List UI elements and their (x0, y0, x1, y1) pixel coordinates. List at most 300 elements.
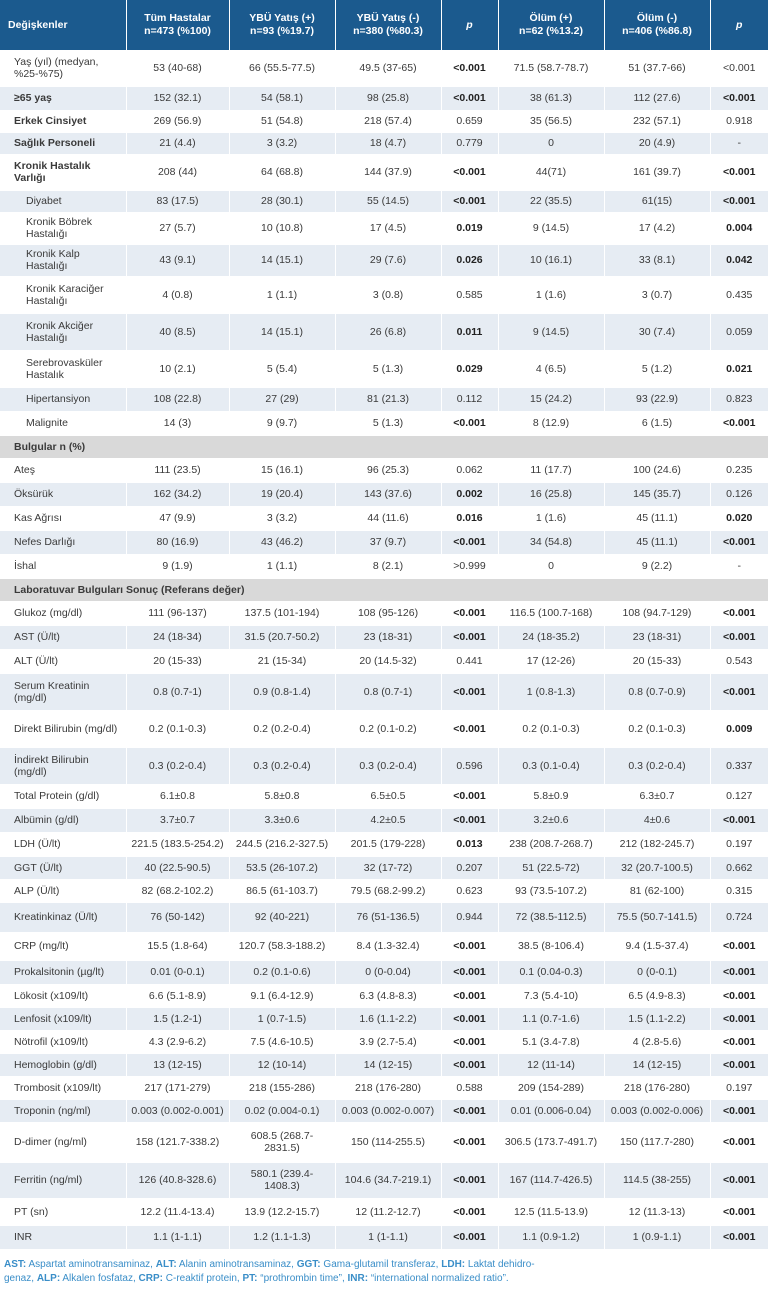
value-cell: 15 (24.2) (498, 387, 604, 411)
value-cell: 40 (8.5) (126, 313, 229, 350)
table-row (0, 554, 768, 578)
abbreviation-definition: genaz, (4, 1272, 37, 1284)
p-value-cell: 0.659 (441, 110, 498, 132)
value-cell: 32 (17-72) (335, 856, 441, 879)
value-cell: 14 (15.1) (229, 244, 335, 276)
value-cell: 23 (18-31) (604, 625, 710, 649)
table-row (0, 1198, 768, 1225)
value-cell: 53 (40-68) (126, 50, 229, 86)
value-cell: 10 (2.1) (126, 350, 229, 387)
value-cell: 9 (2.2) (604, 554, 710, 578)
value-cell: 10 (16.1) (498, 244, 604, 276)
value-cell: 120.7 (58.3-188.2) (229, 932, 335, 960)
row-label: GGT (Ü/lt) (0, 856, 126, 879)
value-cell: 12 (11.3-13) (604, 1198, 710, 1225)
table-row (0, 1030, 768, 1053)
value-cell: 17 (12-26) (498, 649, 604, 673)
row-label: Malignite (0, 411, 126, 435)
value-cell: 1.5 (1.1-2.2) (604, 1007, 710, 1030)
p-value-cell: <0.001 (710, 932, 768, 960)
value-cell: 49.5 (37-65) (335, 50, 441, 86)
table-row (0, 1053, 768, 1076)
value-cell: 238 (208.7-268.7) (498, 832, 604, 856)
value-cell: 3 (0.8) (335, 276, 441, 313)
value-cell: 9 (9.7) (229, 411, 335, 435)
row-label: Nefes Darlığı (0, 530, 126, 554)
p-value-cell: <0.001 (710, 530, 768, 554)
row-label: Serebrovasküler Hastalık (0, 350, 126, 387)
p-value-cell: 0.197 (710, 1076, 768, 1099)
abbreviation: GGT: (296, 1258, 321, 1270)
p-value-cell: <0.001 (710, 1162, 768, 1198)
p-value-cell: 0.441 (441, 649, 498, 673)
p-value-cell: <0.001 (710, 1053, 768, 1076)
p-value-cell: <0.001 (441, 1162, 498, 1198)
value-cell: 0.01 (0.006-0.04) (498, 1099, 604, 1122)
value-cell: 0.8 (0.7-1) (126, 673, 229, 710)
column-header: Tüm Hastalar n=473 (%100) (126, 0, 229, 50)
table-row (0, 190, 768, 212)
value-cell: 108 (94.7-129) (604, 601, 710, 625)
value-cell: 580.1 (239.4-1408.3) (229, 1162, 335, 1198)
row-label: Kronik Akciğer Hastalığı (0, 313, 126, 350)
table-row (0, 458, 768, 482)
value-cell: 6.1±0.8 (126, 784, 229, 808)
p-value-cell: <0.001 (441, 411, 498, 435)
value-cell: 10 (10.8) (229, 212, 335, 244)
value-cell: 20 (15-33) (126, 649, 229, 673)
value-cell: 209 (154-289) (498, 1076, 604, 1099)
value-cell: 208 (44) (126, 154, 229, 190)
value-cell: 66 (55.5-77.5) (229, 50, 335, 86)
p-value-cell: 0.235 (710, 458, 768, 482)
value-cell: 4±0.6 (604, 808, 710, 832)
row-label: Albümin (g/dl) (0, 808, 126, 832)
abbreviation: INR: (347, 1272, 369, 1284)
value-cell: 1 (1-1.1) (335, 1225, 441, 1249)
row-label: Nötrofil (x109/lt) (0, 1030, 126, 1053)
value-cell: 71.5 (58.7-78.7) (498, 50, 604, 86)
value-cell: 3 (3.2) (229, 132, 335, 154)
p-value-cell: <0.001 (441, 1007, 498, 1030)
value-cell: 7.3 (5.4-10) (498, 984, 604, 1007)
value-cell: 32 (20.7-100.5) (604, 856, 710, 879)
table-row (0, 1007, 768, 1030)
value-cell: 152 (32.1) (126, 86, 229, 110)
p-value-cell: <0.001 (710, 1030, 768, 1053)
table-row (0, 244, 768, 276)
value-cell: 45 (11.1) (604, 530, 710, 554)
value-cell: 0.9 (0.8-1.4) (229, 673, 335, 710)
p-value-cell: 0.823 (710, 387, 768, 411)
value-cell: 145 (35.7) (604, 482, 710, 506)
row-label: İshal (0, 554, 126, 578)
value-cell: 218 (57.4) (335, 110, 441, 132)
table-row (0, 276, 768, 313)
row-label: AST (Ü/lt) (0, 625, 126, 649)
table-row (0, 808, 768, 832)
p-value-cell: <0.001 (710, 601, 768, 625)
value-cell: 9 (1.9) (126, 554, 229, 578)
row-label: ALP (Ü/lt) (0, 879, 126, 902)
value-cell: 80 (16.9) (126, 530, 229, 554)
value-cell: 232 (57.1) (604, 110, 710, 132)
row-label: LDH (Ü/lt) (0, 832, 126, 856)
value-cell: 0 (498, 132, 604, 154)
value-cell: 72 (38.5-112.5) (498, 902, 604, 932)
table-row (0, 601, 768, 625)
value-cell: 51 (22.5-72) (498, 856, 604, 879)
value-cell: 116.5 (100.7-168) (498, 601, 604, 625)
value-cell: 0.3 (0.2-0.4) (229, 747, 335, 784)
value-cell: 221.5 (183.5-254.2) (126, 832, 229, 856)
value-cell: 1.1 (1-1.1) (126, 1225, 229, 1249)
row-label: Diyabet (0, 190, 126, 212)
column-header: Ölüm (+) n=62 (%13.2) (498, 0, 604, 50)
p-value-cell: <0.001 (441, 1053, 498, 1076)
value-cell: 0.3 (0.1-0.4) (498, 747, 604, 784)
row-label: Hipertansiyon (0, 387, 126, 411)
footnote (0, 1250, 768, 1286)
value-cell: 161 (39.7) (604, 154, 710, 190)
abbreviation-definition: Laktat dehidro- (465, 1258, 535, 1270)
value-cell: 51 (37.7-66) (604, 50, 710, 86)
row-label: İndirekt Bilirubin (mg/dl) (0, 747, 126, 784)
value-cell: 76 (51-136.5) (335, 902, 441, 932)
row-label: Serum Kreatinin (mg/dl) (0, 673, 126, 710)
p-value-cell: 0.779 (441, 132, 498, 154)
value-cell: 16 (25.8) (498, 482, 604, 506)
table-row (0, 1099, 768, 1122)
p-value-cell: >0.999 (441, 554, 498, 578)
value-cell: 13.9 (12.2-15.7) (229, 1198, 335, 1225)
p-value-cell: 0.435 (710, 276, 768, 313)
p-value-cell: <0.001 (441, 808, 498, 832)
p-value-cell: <0.001 (441, 86, 498, 110)
value-cell: 75.5 (50.7-141.5) (604, 902, 710, 932)
value-cell: 51 (54.8) (229, 110, 335, 132)
value-cell: 93 (22.9) (604, 387, 710, 411)
column-header: YBÜ Yatış (+) n=93 (%19.7) (229, 0, 335, 50)
value-cell: 5.8±0.9 (498, 784, 604, 808)
p-value-cell: <0.001 (441, 984, 498, 1007)
value-cell: 111 (23.5) (126, 458, 229, 482)
value-cell: 1 (0.9-1.1) (604, 1225, 710, 1249)
value-cell: 3.2±0.6 (498, 808, 604, 832)
value-cell: 244.5 (216.2-327.5) (229, 832, 335, 856)
p-value-cell: 0.596 (441, 747, 498, 784)
value-cell: 162 (34.2) (126, 482, 229, 506)
value-cell: 38.5 (8-106.4) (498, 932, 604, 960)
table-row (0, 132, 768, 154)
value-cell: 0.3 (0.2-0.4) (126, 747, 229, 784)
value-cell: 201.5 (179-228) (335, 832, 441, 856)
column-header: p (441, 0, 498, 50)
value-cell: 143 (37.6) (335, 482, 441, 506)
value-cell: 104.6 (34.7-219.1) (335, 1162, 441, 1198)
value-cell: 3.7±0.7 (126, 808, 229, 832)
abbreviation: AST: (4, 1258, 27, 1270)
value-cell: 5 (1.3) (335, 411, 441, 435)
p-value-cell: 0.543 (710, 649, 768, 673)
p-value-cell: 0.020 (710, 506, 768, 530)
value-cell: 217 (171-279) (126, 1076, 229, 1099)
p-value-cell: 0.197 (710, 832, 768, 856)
abbreviation: PT: (242, 1272, 258, 1284)
row-label: Total Protein (g/dl) (0, 784, 126, 808)
table-row (0, 482, 768, 506)
value-cell: 8.4 (1.3-32.4) (335, 932, 441, 960)
value-cell: 6.3 (4.8-8.3) (335, 984, 441, 1007)
value-cell: 27 (5.7) (126, 212, 229, 244)
p-value-cell: <0.001 (441, 190, 498, 212)
row-label: Yaş (yıl) (medyan, %25-%75) (0, 50, 126, 86)
p-value-cell: <0.001 (710, 411, 768, 435)
value-cell: 0.2 (0.1-0.3) (126, 710, 229, 747)
table-row (0, 932, 768, 960)
value-cell: 0.8 (0.7-1) (335, 673, 441, 710)
table-row (0, 747, 768, 784)
value-cell: 24 (18-34) (126, 625, 229, 649)
table-row (0, 387, 768, 411)
p-value-cell: <0.001 (710, 673, 768, 710)
value-cell: 93 (73.5-107.2) (498, 879, 604, 902)
value-cell: 29 (7.6) (335, 244, 441, 276)
value-cell: 0.003 (0.002-0.007) (335, 1099, 441, 1122)
p-value-cell: 0.009 (710, 710, 768, 747)
table-row (0, 1076, 768, 1099)
abbreviation-definition: “international normalized ratio”. (368, 1272, 509, 1284)
abbreviation: ALP: (36, 1272, 61, 1284)
value-cell: 13 (12-15) (126, 1053, 229, 1076)
p-value-cell: <0.001 (710, 86, 768, 110)
abbreviation-definition: C-reaktif protein, (163, 1272, 243, 1284)
value-cell: 9 (14.5) (498, 212, 604, 244)
value-cell: 5 (5.4) (229, 350, 335, 387)
value-cell: 20 (4.9) (604, 132, 710, 154)
p-value-cell: 0.623 (441, 879, 498, 902)
table-row (0, 710, 768, 747)
value-cell: 5.8±0.8 (229, 784, 335, 808)
value-cell: 86.5 (61-103.7) (229, 879, 335, 902)
value-cell: 1.1 (0.7-1.6) (498, 1007, 604, 1030)
value-cell: 158 (121.7-338.2) (126, 1122, 229, 1162)
value-cell: 6 (1.5) (604, 411, 710, 435)
p-value-cell: 0.585 (441, 276, 498, 313)
value-cell: 111 (96-137) (126, 601, 229, 625)
p-value-cell: 0.004 (710, 212, 768, 244)
p-value-cell: <0.001 (710, 1198, 768, 1225)
value-cell: 218 (176-280) (604, 1076, 710, 1099)
p-value-cell: 0.127 (710, 784, 768, 808)
table-row (0, 960, 768, 984)
value-cell: 218 (155-286) (229, 1076, 335, 1099)
value-cell: 0.02 (0.004-0.1) (229, 1099, 335, 1122)
value-cell: 14 (12-15) (335, 1053, 441, 1076)
table-row (0, 212, 768, 244)
value-cell: 12.2 (11.4-13.4) (126, 1198, 229, 1225)
p-value-cell: <0.001 (441, 625, 498, 649)
value-cell: 12.5 (11.5-13.9) (498, 1198, 604, 1225)
value-cell: 1 (1.6) (498, 506, 604, 530)
p-value-cell: <0.001 (441, 601, 498, 625)
row-label: Erkek Cinsiyet (0, 110, 126, 132)
value-cell: 14 (12-15) (604, 1053, 710, 1076)
table-row (0, 411, 768, 435)
value-cell: 1.5 (1.2-1) (126, 1007, 229, 1030)
p-value-cell: <0.001 (441, 50, 498, 86)
value-cell: 0.2 (0.2-0.4) (229, 710, 335, 747)
column-header: p (710, 0, 768, 50)
value-cell: 4 (0.8) (126, 276, 229, 313)
value-cell: 26 (6.8) (335, 313, 441, 350)
table-row (0, 832, 768, 856)
value-cell: 0 (0-0.1) (604, 960, 710, 984)
value-cell: 8 (12.9) (498, 411, 604, 435)
table-row (0, 154, 768, 190)
p-value-cell: <0.001 (441, 1198, 498, 1225)
p-value-cell: <0.001 (710, 154, 768, 190)
row-label: Glukoz (mg/dl) (0, 601, 126, 625)
table-row (0, 86, 768, 110)
p-value-cell: <0.001 (441, 1225, 498, 1249)
value-cell: 15 (16.1) (229, 458, 335, 482)
value-cell: 12 (11.2-12.7) (335, 1198, 441, 1225)
value-cell: 18 (4.7) (335, 132, 441, 154)
value-cell: 40 (22.5-90.5) (126, 856, 229, 879)
value-cell: 0.8 (0.7-0.9) (604, 673, 710, 710)
value-cell: 9.1 (6.4-12.9) (229, 984, 335, 1007)
value-cell: 1 (1.1) (229, 554, 335, 578)
row-label: Sağlık Personeli (0, 132, 126, 154)
table-row (0, 984, 768, 1007)
value-cell: 31.5 (20.7-50.2) (229, 625, 335, 649)
value-cell: 5 (1.3) (335, 350, 441, 387)
value-cell: 137.5 (101-194) (229, 601, 335, 625)
value-cell: 306.5 (173.7-491.7) (498, 1122, 604, 1162)
p-value-cell: 0.588 (441, 1076, 498, 1099)
row-label: Prokalsitonin (µg/lt) (0, 960, 126, 984)
row-label: Troponin (ng/ml) (0, 1099, 126, 1122)
column-header: Değişkenler (0, 0, 126, 50)
p-value-cell: <0.001 (710, 625, 768, 649)
value-cell: 1 (0.7-1.5) (229, 1007, 335, 1030)
value-cell: 22 (35.5) (498, 190, 604, 212)
value-cell: 0.2 (0.1-0.6) (229, 960, 335, 984)
table-row (0, 1122, 768, 1162)
value-cell: 4 (2.8-5.6) (604, 1030, 710, 1053)
value-cell: 212 (182-245.7) (604, 832, 710, 856)
value-cell: 3 (3.2) (229, 506, 335, 530)
row-label: Trombosit (x109/lt) (0, 1076, 126, 1099)
value-cell: 45 (11.1) (604, 506, 710, 530)
section-title: Bulgular n (%) (0, 435, 768, 458)
value-cell: 20 (15-33) (604, 649, 710, 673)
row-label: Kronik Hastalık Varlığı (0, 154, 126, 190)
p-value-cell: 0.026 (441, 244, 498, 276)
p-value-cell: 0.002 (441, 482, 498, 506)
value-cell: 19 (20.4) (229, 482, 335, 506)
p-value-cell: - (710, 132, 768, 154)
p-value-cell: <0.001 (441, 530, 498, 554)
table-row (0, 110, 768, 132)
value-cell: 12 (11-14) (498, 1053, 604, 1076)
table-row (0, 1162, 768, 1198)
p-value-cell: <0.001 (710, 1122, 768, 1162)
value-cell: 53.5 (26-107.2) (229, 856, 335, 879)
p-value-cell: <0.001 (441, 932, 498, 960)
value-cell: 92 (40-221) (229, 902, 335, 932)
p-value-cell: <0.001 (441, 784, 498, 808)
value-cell: 21 (15-34) (229, 649, 335, 673)
p-value-cell: 0.059 (710, 313, 768, 350)
value-cell: 4.2±0.5 (335, 808, 441, 832)
value-cell: 3.3±0.6 (229, 808, 335, 832)
p-value-cell: 0.029 (441, 350, 498, 387)
table-row (0, 50, 768, 86)
value-cell: 30 (7.4) (604, 313, 710, 350)
value-cell: 55 (14.5) (335, 190, 441, 212)
value-cell: 15.5 (1.8-64) (126, 932, 229, 960)
value-cell: 44 (11.6) (335, 506, 441, 530)
p-value-cell: <0.001 (441, 710, 498, 747)
p-value-cell: <0.001 (441, 960, 498, 984)
value-cell: 108 (22.8) (126, 387, 229, 411)
value-cell: 108 (95-126) (335, 601, 441, 625)
value-cell: 0.2 (0.1-0.3) (604, 710, 710, 747)
value-cell: 0.2 (0.1-0.3) (498, 710, 604, 747)
row-label: INR (0, 1225, 126, 1249)
value-cell: 5.1 (3.4-7.8) (498, 1030, 604, 1053)
value-cell: 1.6 (1.1-2.2) (335, 1007, 441, 1030)
value-cell: 33 (8.1) (604, 244, 710, 276)
table-row (0, 673, 768, 710)
p-value-cell: - (710, 554, 768, 578)
abbreviation-definition: Alkalen fosfataz, (60, 1272, 139, 1284)
table-row (0, 1225, 768, 1249)
value-cell: 7.5 (4.6-10.5) (229, 1030, 335, 1053)
value-cell: 167 (114.7-426.5) (498, 1162, 604, 1198)
value-cell: 11 (17.7) (498, 458, 604, 482)
value-cell: 3.9 (2.7-5.4) (335, 1030, 441, 1053)
value-cell: 61(15) (604, 190, 710, 212)
value-cell: 81 (62-100) (604, 879, 710, 902)
value-cell: 8 (2.1) (335, 554, 441, 578)
section-row (0, 435, 768, 458)
value-cell: 83 (17.5) (126, 190, 229, 212)
value-cell: 150 (114-255.5) (335, 1122, 441, 1162)
value-cell: 0.003 (0.002-0.006) (604, 1099, 710, 1122)
value-cell: 144 (37.9) (335, 154, 441, 190)
table-row (0, 856, 768, 879)
value-cell: 3 (0.7) (604, 276, 710, 313)
abbreviation-definition: “prothrombin time”, (257, 1272, 348, 1284)
value-cell: 269 (56.9) (126, 110, 229, 132)
value-cell: 112 (27.6) (604, 86, 710, 110)
value-cell: 6.6 (5.1-8.9) (126, 984, 229, 1007)
value-cell: 79.5 (68.2-99.2) (335, 879, 441, 902)
p-value-cell: <0.001 (441, 1030, 498, 1053)
abbreviation: LDH: (441, 1258, 466, 1270)
row-label: Ferritin (ng/ml) (0, 1162, 126, 1198)
value-cell: 6.5 (4.9-8.3) (604, 984, 710, 1007)
p-value-cell: 0.724 (710, 902, 768, 932)
row-label: D-dimer (ng/ml) (0, 1122, 126, 1162)
p-value-cell: 0.019 (441, 212, 498, 244)
value-cell: 96 (25.3) (335, 458, 441, 482)
p-value-cell: 0.016 (441, 506, 498, 530)
value-cell: 0.3 (0.2-0.4) (335, 747, 441, 784)
